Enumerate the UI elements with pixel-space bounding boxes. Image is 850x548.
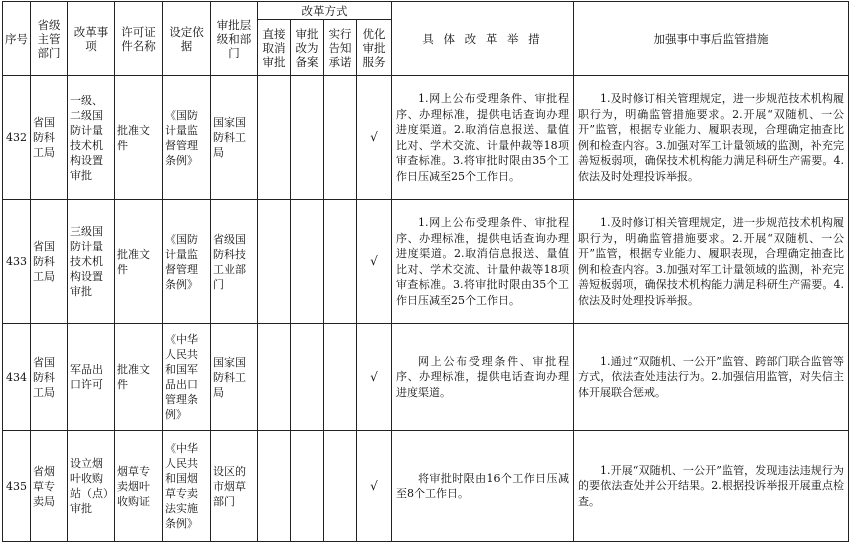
row-basis: 《国防计量监督管理条例》	[163, 200, 211, 324]
row-level: 国家国防科工局	[211, 76, 258, 200]
row-seq: 435	[3, 431, 31, 542]
check-mark: √	[357, 431, 392, 542]
row-supervision: 1.通过“双随机、一公开”监管、跨部门联合监管等方式，依法查处违法行为。2.加强信用监管，对失信主体开展联合惩戒。	[574, 324, 849, 431]
row-method-filing	[291, 76, 324, 200]
check-mark: √	[357, 324, 392, 431]
row-method-notify	[324, 324, 357, 431]
row-level: 省级国防科技工业部门	[211, 200, 258, 324]
row-method-filing	[291, 324, 324, 431]
row-license: 批准文件	[115, 76, 163, 200]
row-item: 一级、二级国防计量技术机构设置审批	[68, 76, 115, 200]
row-measures: 1.网上公布受理条件、审批程序、办理标准，提供电话查询办理进度渠道。2.取消信息报送、量值比对、学术交流、计量仲裁等18项审查标准。3.将审批时限由35个工作日压减至25个工作日。	[392, 76, 574, 200]
row-measures: 将审批时限由16个工作日压减至8个工作日。	[392, 431, 574, 542]
row-measures: 网上公布受理条件、审批程序、办理标准，提供电话查询办理进度渠道。	[392, 324, 574, 431]
row-dept: 省国防科工局	[31, 200, 68, 324]
header-dept: 省级主管部门	[31, 2, 68, 76]
row-basis: 《中华人民共和国军品出口管理条例》	[163, 324, 211, 431]
table-row	[3, 431, 849, 542]
row-item: 军品出口许可	[68, 324, 115, 431]
header-basis: 设定依据	[163, 2, 211, 76]
row-method-cancel	[258, 200, 291, 324]
row-supervision: 1.开展“双随机、一公开”监管，发现违法违规行为的要依法查处并公开结果。2.根据投诉举报开展重点检查。	[574, 431, 849, 542]
header-measures: 具 体 改 革 举 措	[392, 2, 574, 76]
row-supervision: 1.及时修订相关管理规定，进一步规范技术机构履职行为，明确监管措施要求。2.开展“双随机、一公开”监管，根据专业能力、履职表现，合理确定抽查比例和检查内容。3.加强对军工计量领域的监测，补充完善短板弱项，确保技术机构能力满足科研生产需要。4.依法及时处理投诉举报。	[574, 76, 849, 200]
row-method-notify	[324, 431, 357, 542]
table-row	[3, 324, 849, 431]
row-seq: 434	[3, 324, 31, 431]
row-license: 烟草专卖烟叶收购证	[115, 431, 163, 542]
header-method-group: 改革方式	[258, 2, 392, 20]
check-mark: √	[357, 200, 392, 324]
row-method-cancel	[258, 431, 291, 542]
row-supervision: 1.及时修订相关管理规定，进一步规范技术机构履职行为，明确监管措施要求。2.开展“双随机、一公开”监管，根据专业能力、履职表现，合理确定抽查比例和检查内容。3.加强对军工计量领域的监测，补充完善短板弱项，确保技术机构能力满足科研生产需要。4.依法及时处理投诉举报。	[574, 200, 849, 324]
check-mark: √	[357, 76, 392, 200]
header-license: 许可证件名称	[115, 2, 163, 76]
header-method-notify: 实行告知承诺	[324, 20, 357, 76]
row-dept: 省烟草专卖局	[31, 431, 68, 542]
header-supervision: 加强事中事后监管措施	[574, 2, 849, 76]
row-method-filing	[291, 200, 324, 324]
row-item: 设立烟叶收购站（点）审批	[68, 431, 115, 542]
row-seq: 432	[3, 76, 31, 200]
header-item: 改革事项	[68, 2, 115, 76]
row-basis: 《国防计量监督管理条例》	[163, 76, 211, 200]
row-license: 批准文件	[115, 324, 163, 431]
table-row	[3, 200, 849, 324]
row-method-cancel	[258, 324, 291, 431]
table-row	[3, 76, 849, 200]
row-method-notify	[324, 200, 357, 324]
header-seq: 序号	[3, 2, 31, 76]
row-basis: 《中华人民共和国烟草专卖法实施条例》	[163, 431, 211, 542]
row-dept: 省国防科工局	[31, 324, 68, 431]
header-method-filing: 审批改为备案	[291, 20, 324, 76]
row-level: 国家国防科工局	[211, 324, 258, 431]
row-method-cancel	[258, 76, 291, 200]
row-method-notify	[324, 76, 357, 200]
row-license: 批准文件	[115, 200, 163, 324]
row-method-filing	[291, 431, 324, 542]
row-dept: 省国防科工局	[31, 76, 68, 200]
row-measures: 1.网上公布受理条件、审批程序、办理标准，提供电话查询办理进度渠道。2.取消信息报送、量值比对、学术交流、计量仲裁等18项审查标准。3.将审批时限由35个工作日压减至25个工作日。	[392, 200, 574, 324]
header-method-optimize: 优化审批服务	[357, 20, 392, 76]
row-seq: 433	[3, 200, 31, 324]
header-method-cancel: 直接取消审批	[258, 20, 291, 76]
row-item: 三级国防计量技术机构设置审批	[68, 200, 115, 324]
reform-table	[2, 1, 849, 542]
row-level: 设区的市烟草部门	[211, 431, 258, 542]
header-level: 审批层级和部门	[211, 2, 258, 76]
